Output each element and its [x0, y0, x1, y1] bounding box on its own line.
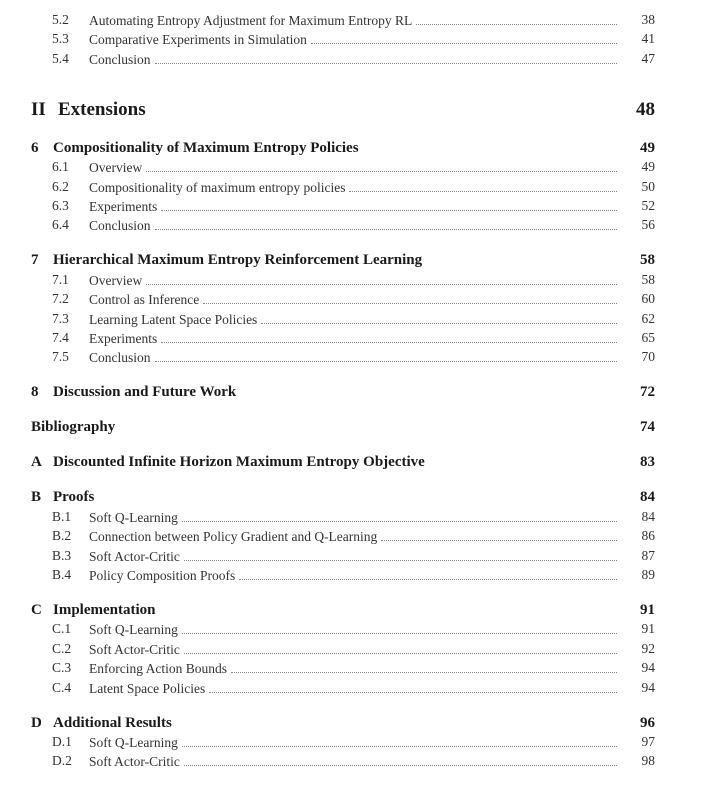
entry-page-number: 92 — [641, 640, 655, 656]
entry-title: Policy Composition Proofs — [89, 568, 236, 583]
dot-leader — [182, 734, 617, 747]
entry-number: 7.2 — [52, 291, 69, 307]
entry-number: D.1 — [52, 734, 72, 749]
toc-entry-section[interactable] — [0, 621, 717, 641]
dot-leader — [209, 680, 617, 693]
toc-entry-section[interactable] — [0, 660, 717, 680]
dot-leader — [155, 217, 617, 230]
toc-entry-section[interactable] — [0, 548, 717, 568]
entry-number: 6.2 — [52, 178, 69, 194]
entry-page-number: 94 — [641, 679, 655, 695]
dot-leader — [155, 349, 617, 362]
entry-page-number: 89 — [641, 567, 655, 582]
toc-entry-section[interactable] — [0, 217, 717, 237]
dot-leader — [203, 291, 617, 304]
entry-number: 6 — [31, 139, 39, 156]
toc-entry-section[interactable] — [0, 349, 717, 369]
entry-page-number: 48 — [636, 98, 655, 120]
entry-title: Compositionality of Maximum Entropy Policies — [53, 139, 359, 156]
entry-page-number: 74 — [640, 419, 655, 436]
toc-entry-section[interactable] — [0, 272, 717, 292]
entry-number: B.2 — [52, 528, 72, 544]
entry-page-number: 84 — [640, 489, 655, 506]
entry-number: 5.4 — [52, 50, 69, 66]
entry-number: 5.2 — [52, 12, 69, 27]
entry-title: Additional Results — [53, 714, 172, 731]
entry-title-with-leader — [89, 641, 617, 658]
entry-title: Connection between Policy Gradient and Q-Learning — [89, 529, 378, 545]
entry-number: 8 — [31, 384, 39, 401]
entry-title: Latent Space Policies — [89, 680, 206, 696]
entry-number: 7.5 — [52, 349, 69, 365]
dot-leader — [311, 31, 617, 44]
toc-entry-section[interactable] — [0, 198, 717, 218]
entry-page-number: 83 — [640, 454, 655, 471]
entry-title: Experiments — [89, 331, 158, 346]
entry-number: C — [31, 602, 42, 618]
dot-leader — [349, 179, 617, 192]
toc-entry-section[interactable] — [0, 680, 717, 700]
entry-page-number: 62 — [641, 310, 655, 326]
entry-title-with-leader — [89, 12, 617, 29]
entry-page-number: 49 — [641, 159, 655, 175]
toc-entry-section[interactable] — [0, 12, 717, 32]
entry-number: B.4 — [52, 567, 72, 582]
entry-title-with-leader — [89, 217, 617, 234]
entry-title: Soft Q-Learning — [89, 622, 178, 638]
entry-page-number: 58 — [640, 252, 655, 269]
entry-page-number: 52 — [641, 198, 655, 213]
entry-title-with-leader — [89, 51, 617, 68]
entry-title-with-leader — [89, 291, 617, 308]
entry-title: Hierarchical Maximum Entropy Reinforcement Learning — [53, 252, 423, 269]
entry-page-number: 41 — [641, 31, 655, 47]
dot-leader — [146, 272, 617, 285]
dot-leader — [231, 660, 617, 673]
dot-leader — [184, 753, 617, 766]
entry-title: Proofs — [53, 489, 95, 506]
toc-entry-part[interactable] — [0, 99, 717, 119]
dot-leader — [155, 51, 617, 64]
entry-page-number: 86 — [641, 528, 655, 544]
entry-number: 6.3 — [52, 198, 69, 213]
entry-title-with-leader — [89, 198, 617, 215]
entry-page-number: 97 — [641, 734, 655, 749]
entry-title: Comparative Experiments in Simulation — [89, 32, 307, 48]
entry-number: 7 — [31, 252, 39, 269]
entry-page-number: 65 — [641, 330, 655, 345]
entry-title: Learning Latent Space Policies — [89, 311, 258, 327]
entry-number: II — [31, 98, 46, 120]
dot-leader — [261, 311, 617, 324]
dot-leader — [184, 641, 617, 654]
toc-entry-section[interactable] — [0, 51, 717, 71]
entry-page-number: 84 — [641, 508, 655, 524]
dot-leader — [161, 198, 617, 211]
entry-page-number: 70 — [641, 349, 655, 365]
entry-title: Implementation — [53, 602, 156, 618]
entry-title: Control as Inference — [89, 292, 200, 308]
entry-number: 5.3 — [52, 31, 69, 47]
entry-page-number: 58 — [641, 271, 655, 287]
entry-title-with-leader — [89, 528, 617, 545]
toc-entry-chapter[interactable] — [0, 489, 717, 509]
entry-title-with-leader — [89, 734, 617, 751]
entry-title: Soft Q-Learning — [89, 509, 178, 525]
dot-leader — [184, 548, 617, 561]
toc-entry-section[interactable] — [0, 753, 717, 773]
entry-title-with-leader — [89, 621, 617, 638]
entry-page-number: 72 — [640, 384, 655, 401]
entry-number: 7.1 — [52, 271, 69, 287]
entry-page-number: 96 — [640, 714, 655, 731]
entry-title: Compositionality of maximum entropy policies — [89, 179, 346, 195]
dot-leader — [381, 528, 617, 541]
entry-title: Extensions — [58, 98, 146, 120]
toc-entry-chapter[interactable] — [0, 384, 717, 404]
entry-page-number: 47 — [641, 50, 655, 66]
entry-page-number: 91 — [640, 602, 655, 618]
entry-page-number: 49 — [640, 139, 655, 156]
dot-leader — [146, 159, 617, 172]
toc-entry-chapter[interactable] — [0, 252, 717, 272]
entry-number: 7.4 — [52, 330, 69, 345]
entry-title: Overview — [89, 272, 143, 288]
entry-title-with-leader — [89, 680, 617, 697]
entry-title: Enforcing Action Bounds — [89, 661, 227, 677]
entry-title: Soft Actor-Critic — [89, 641, 180, 657]
toc-entry-section[interactable] — [0, 567, 717, 587]
entry-title-with-leader — [89, 272, 617, 289]
entry-title: Discussion and Future Work — [53, 384, 237, 401]
entry-title-with-leader — [89, 330, 617, 347]
entry-title: Conclusion — [89, 218, 151, 234]
toc-entry-chapter[interactable] — [0, 602, 717, 622]
toc-entry-section[interactable] — [0, 291, 717, 311]
entry-title-with-leader — [89, 660, 617, 677]
entry-title: Overview — [89, 160, 143, 176]
toc-entry-chapter[interactable] — [0, 454, 717, 474]
entry-title: Soft Actor-Critic — [89, 754, 180, 770]
entry-number: D.2 — [52, 753, 72, 769]
entry-number: C.1 — [52, 621, 72, 637]
entry-page-number: 94 — [641, 660, 655, 676]
toc-entry-chapter[interactable] — [0, 715, 717, 735]
toc-entry-section[interactable] — [0, 734, 717, 754]
entry-title: Experiments — [89, 199, 158, 214]
entry-title: Soft Q-Learning — [89, 735, 178, 750]
toc-entry-section[interactable] — [0, 311, 717, 331]
entry-page-number: 87 — [641, 547, 655, 563]
dot-leader — [161, 330, 617, 343]
entry-number: B — [31, 489, 42, 506]
entry-number: 6.4 — [52, 217, 69, 233]
entry-title-with-leader — [89, 159, 617, 176]
entry-title: Soft Actor-Critic — [89, 548, 180, 564]
entry-page-number: 38 — [641, 12, 655, 27]
entry-title: Conclusion — [89, 51, 151, 67]
toc-entry-section[interactable] — [0, 330, 717, 350]
entry-number: A — [31, 454, 42, 471]
dot-leader — [239, 567, 617, 580]
toc-entry-section[interactable] — [0, 528, 717, 548]
entry-number: C.3 — [52, 660, 72, 676]
entry-page-number: 98 — [641, 753, 655, 769]
entry-number: 7.3 — [52, 310, 69, 326]
toc-entry-section[interactable] — [0, 509, 717, 529]
entry-title: Discounted Infinite Horizon Maximum Entropy Objective — [53, 454, 425, 471]
entry-title-with-leader — [89, 349, 617, 366]
dot-leader — [182, 621, 617, 634]
entry-number: B.1 — [52, 508, 72, 524]
entry-title: Bibliography — [31, 419, 116, 436]
entry-number: B.3 — [52, 547, 72, 563]
entry-title-with-leader — [89, 567, 617, 584]
entry-number: 6.1 — [52, 159, 69, 175]
toc-entry-section[interactable] — [0, 179, 717, 199]
toc-entry-section[interactable] — [0, 641, 717, 661]
dot-leader — [182, 509, 617, 522]
entry-title-with-leader — [89, 548, 617, 565]
entry-title-with-leader — [89, 179, 617, 196]
entry-title-with-leader — [89, 31, 617, 48]
entry-number: C.2 — [52, 640, 72, 656]
entry-title-with-leader — [89, 509, 617, 526]
entry-title-with-leader — [89, 753, 617, 770]
entry-number: D — [31, 714, 42, 731]
toc-entry-section[interactable] — [0, 31, 717, 51]
dot-leader — [416, 12, 617, 25]
entry-page-number: 60 — [641, 291, 655, 307]
entry-page-number: 91 — [641, 621, 655, 637]
entry-number: C.4 — [52, 679, 72, 695]
entry-page-number: 50 — [641, 178, 655, 194]
toc-entry-chapter[interactable] — [0, 140, 717, 160]
entry-title-with-leader — [89, 311, 617, 328]
toc-entry-section[interactable] — [0, 159, 717, 179]
entry-title: Automating Entropy Adjustment for Maximum Entropy RL — [89, 13, 413, 28]
entry-page-number: 56 — [641, 217, 655, 233]
entry-title: Conclusion — [89, 350, 151, 366]
toc-entry-chapter[interactable] — [0, 419, 717, 439]
